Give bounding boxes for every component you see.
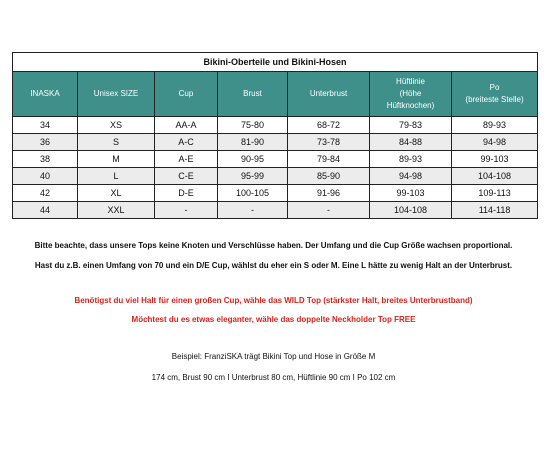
model-measurements: 174 cm, Brust 90 cm I Unterbrust 80 cm, Hüftlinie 90 cm I Po 102 cm <box>151 373 396 382</box>
cell-inaska: 44 <box>13 202 78 219</box>
table-row <box>13 134 538 151</box>
cell-hueftlinie: 94-98 <box>370 168 452 185</box>
fit-note-tops: Bitte beachte, dass unsere Tops keine Knoten und Verschlüsse haben. Der Umfang und die Cup Größe wachsen proportional. <box>34 241 513 250</box>
cell-po: 89-93 <box>452 117 538 134</box>
cell-hueftlinie: 79-83 <box>370 117 452 134</box>
cell-brust: 81-90 <box>218 134 288 151</box>
header-po: Po (breiteste Stelle) <box>452 72 538 117</box>
cell-brust: 95-99 <box>218 168 288 185</box>
cell-po: 94-98 <box>452 134 538 151</box>
cell-unisex-size: XL <box>78 185 155 202</box>
cell-unisex-size: XXL <box>78 202 155 219</box>
table-row <box>13 151 538 168</box>
cell-inaska: 40 <box>13 168 78 185</box>
cell-unterbrust: - <box>288 202 370 219</box>
cell-unterbrust: 79-84 <box>288 151 370 168</box>
cell-cup: D-E <box>155 185 218 202</box>
cell-hueftlinie: 84-88 <box>370 134 452 151</box>
cell-cup: C-E <box>155 168 218 185</box>
size-chart-table <box>12 52 538 219</box>
cell-hueftlinie: 104-108 <box>370 202 452 219</box>
cell-unterbrust: 68-72 <box>288 117 370 134</box>
header-unisex-size: Unisex SIZE <box>78 72 155 117</box>
header-inaska: INASKA <box>13 72 78 117</box>
cell-unisex-size: S <box>78 134 155 151</box>
cell-cup: A-C <box>155 134 218 151</box>
model-example: Beispiel: FranziSKA trägt Bikini Top und Hose in Größe M <box>171 352 376 361</box>
cell-cup: A-E <box>155 151 218 168</box>
table-header-row <box>13 72 538 117</box>
cell-po: 104-108 <box>452 168 538 185</box>
recommendation-wild-top: Benötigst du viel Halt für einen großen Cup, wähle das WILD Top (stärkster Halt, breites Unterbrustband) <box>74 296 473 305</box>
cell-hueftlinie: 89-93 <box>370 151 452 168</box>
cell-brust: 90-95 <box>218 151 288 168</box>
cell-brust: 75-80 <box>218 117 288 134</box>
cell-hueftlinie: 99-103 <box>370 185 452 202</box>
header-unterbrust: Unterbrust <box>288 72 370 117</box>
table-row <box>13 117 538 134</box>
cell-unisex-size: L <box>78 168 155 185</box>
cell-cup: - <box>155 202 218 219</box>
table-row <box>13 202 538 219</box>
cell-po: 109-113 <box>452 185 538 202</box>
fit-note-example: Hast du z.B. einen Umfang von 70 und ein D/E Cup, wählst du eher ein S oder M. Eine L hätte zu wenig Halt an der Unterbrust. <box>34 261 513 270</box>
cell-unterbrust: 85-90 <box>288 168 370 185</box>
cell-unisex-size: M <box>78 151 155 168</box>
table-title-row <box>13 53 538 72</box>
cell-po: 99-103 <box>452 151 538 168</box>
cell-unterbrust: 73-78 <box>288 134 370 151</box>
cell-unterbrust: 91-96 <box>288 185 370 202</box>
cell-inaska: 42 <box>13 185 78 202</box>
cell-inaska: 34 <box>13 117 78 134</box>
cell-unisex-size: XS <box>78 117 155 134</box>
cell-brust: - <box>218 202 288 219</box>
header-cup: Cup <box>155 72 218 117</box>
cell-cup: AA-A <box>155 117 218 134</box>
cell-po: 114-118 <box>452 202 538 219</box>
header-brust: Brust <box>218 72 288 117</box>
table-row <box>13 168 538 185</box>
table-row <box>13 185 538 202</box>
table-title: Bikini-Oberteile und Bikini-Hosen <box>13 53 538 72</box>
cell-inaska: 38 <box>13 151 78 168</box>
recommendation-free-top: Möchtest du es etwas eleganter, wähle das doppelte Neckholder Top FREE <box>131 315 416 324</box>
cell-inaska: 36 <box>13 134 78 151</box>
cell-brust: 100-105 <box>218 185 288 202</box>
header-hueftlinie: Hüftlinie (Höhe Hüftknochen) <box>370 72 452 117</box>
